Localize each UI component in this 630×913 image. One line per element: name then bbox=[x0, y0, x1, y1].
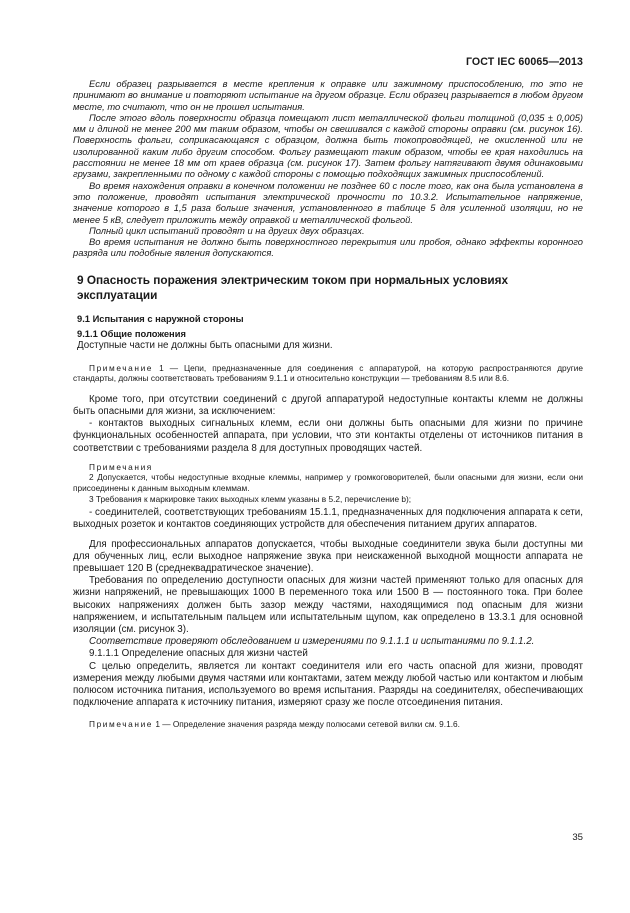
standard-designation: ГОСТ IEC 60065—2013 bbox=[465, 56, 583, 68]
notes-label: Примечания bbox=[89, 461, 153, 472]
paragraph: Доступные части не должны быть опасными для жизни. bbox=[77, 340, 333, 352]
note-label: Примечание bbox=[89, 719, 154, 730]
paragraph: Если образец разрывается в месте крепления к оправке или зажимному приспособлению, то это не принимают во внимание и повторяют испытание на другом образце. Если образец разрывается в любом другом месте, то считают, что он не прошел испытания. bbox=[73, 79, 583, 112]
paragraph: С целью определить, является ли контакт соединителя или его часть опасной для жизни, проводят измерения между любыми двумя частями или контактами, затем между любой частью или контактом и любым полюсом источника питания, используемого во время испытания. Разряды на соединителях, обеспечивающих подключение аппарата к источнику питания, измеряют сразу же после отсоединения питания. bbox=[73, 660, 583, 709]
subsection-heading: 9.1 Испытания с наружной стороны bbox=[77, 313, 244, 324]
section-heading: 9 Опасность поражения электрическим током при нормальных условиях эксплуатации bbox=[77, 272, 509, 302]
note-label: Примечание bbox=[89, 362, 154, 373]
paragraph: Соответствие проверяют обследованием и измерениями по 9.1.1.1 и испытаниями по 9.1.1.2. bbox=[89, 636, 535, 648]
paragraph: Кроме того, при отсутствии соединений с другой аппаратурой недоступные контакты клемм не должны быть опасными для жизни, за исключением: bbox=[73, 393, 583, 417]
paragraph: Полный цикл испытаний проводят и на других двух образцах. bbox=[89, 225, 365, 236]
note-text: 1 — Определение значения разряда между полюсами сетевой вилки см. 9.1.6. bbox=[153, 719, 460, 730]
paragraph: - соединителей, соответствующих требованиям 15.1.1, предназначенных для подключения аппарата к сети, выходных розеток и контактов соединяющих устройств для обеспечения питанием других аппаратов. bbox=[73, 507, 583, 531]
note bbox=[73, 363, 583, 384]
paragraph: Для профессиональных аппаратов допускается, чтобы выходные соединители звука были доступны ми для обученных лиц, если выходное напряжение звука при неискаженной выходной мощности аппарата не превышает 120 В (среднеквадратическое значение). bbox=[73, 538, 583, 574]
paragraph: Требования по определению доступности опасных для жизни частей применяют только для опасных для жизни напряжений, не превышающих 1000 В переменного тока или 1500 В — постоянного тока. При более высоких напряжениях должен быть зазор между частями, находящимися под опасным для жизни напряжением, и испытательным пальцем или испытательным щупом, как определено в 13.3.1 для основной изоляции (см. рисунок 3). bbox=[73, 575, 583, 635]
note bbox=[73, 719, 583, 730]
page-content bbox=[73, 79, 583, 730]
subsubsubsection-heading: 9.1.1.1 Определение опасных для жизни частей bbox=[89, 648, 308, 660]
note: 2 Допускается, чтобы недоступные входные клеммы, например у громкоговорителей, были опасными для жизни, если они присоединены к данным выходным клеммам. bbox=[73, 472, 583, 493]
paragraph: Во время нахождения оправки в конечном положении не позднее 60 с после того, как она была установлена в это положение, проводят испытания электрической прочности по 10.3.2. Испытательное напряжение, значение которого в 1,5 раза больше значения, установленного в таблице 5 для усиленной изоляции, но не менее 5 кВ, следует приложить между оправкой и металлической фольгой. bbox=[73, 180, 583, 225]
note-text: 1 — Цепи, предназначенные для соединения с аппаратурой, на которую распространяются другие стандарты, должны соответствовать требованиям 9.1.1 и относительно конструкции — требованиям 8.5 или 8.6. bbox=[73, 362, 583, 384]
paragraph: Во время испытания не должно быть поверхностного перекрытия или пробоя, однако эффекты коронного разряда или подобные явления допускаются. bbox=[73, 237, 583, 259]
paragraph: - контактов выходных сигнальных клемм, если они должны быть опасными для жизни по причине функциональных особенностей аппарата, при условии, что эти контакты отделены от источников питания в соответствии с требованиями раздела 8 для доступных проводящих частей. bbox=[73, 418, 583, 454]
page-number: 35 bbox=[572, 832, 583, 843]
note: 3 Требования к маркировке таких выходных клемм указаны в 5.2, перечисление b); bbox=[89, 493, 412, 504]
paragraph: После этого вдоль поверхности образца помещают лист металлической фольги толщиной (0,035 ± 0,005) мм и длиной не менее 200 мм таким образом, чтобы он свешивался с каждой стороны оправки (см. рисунок 16). Поверхность фольги, соприкасающаяся с образцом, должна быть токопроводящей, не окисленной или не изолированной каким либо другим способом. Фольгу размещают таким образом, чтобы ее края находились на расстоянии не менее 18 мм от краев образца (см. рисунок 17). Затем фольгу натягивают двумя одинаковыми грузами, закрепленными по одному с каждой стороны с помощью подходящих зажимных приспособлений. bbox=[73, 112, 583, 180]
subsubsection-heading: 9.1.1 Общие положения bbox=[77, 329, 186, 340]
